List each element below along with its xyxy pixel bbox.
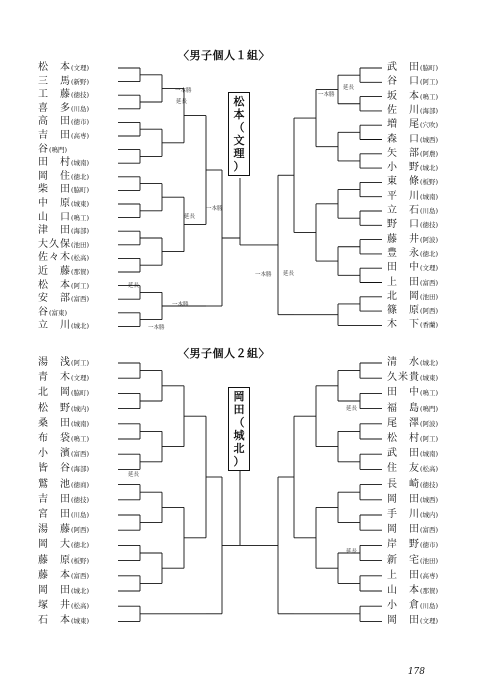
- player-club: (徳市): [71, 118, 90, 127]
- player-name: 石 本: [38, 615, 71, 627]
- group2-title: 〈男子個人２組〉: [178, 347, 270, 360]
- player-name: 立 石: [387, 205, 420, 216]
- player-club: (文理): [71, 64, 90, 72]
- player-name: 田 中: [387, 387, 420, 399]
- player-name: 田 村: [38, 157, 71, 169]
- player-name: 東 條: [387, 176, 420, 188]
- player-club: (徳技): [71, 91, 90, 100]
- player-name: 塚 井: [38, 600, 71, 612]
- player-club: (富西): [420, 278, 439, 287]
- player-club: (那賀): [420, 587, 439, 595]
- extension-note: 延長: [346, 406, 358, 412]
- player-name: 喜 多: [38, 102, 71, 114]
- player-club: (脇町): [71, 186, 90, 195]
- player-club: (城北): [420, 359, 439, 367]
- player-club: (城西): [420, 495, 439, 504]
- group2-champion-char: 北: [233, 442, 245, 455]
- player-name: 坂 本: [387, 90, 420, 102]
- player-club: (池田): [420, 556, 439, 565]
- player-club: (文理): [71, 374, 90, 383]
- player-club: (那賀): [71, 268, 90, 276]
- player-name: 尾 澤: [387, 417, 420, 429]
- player-name: 矢 部: [387, 147, 420, 159]
- player-name: 上 田: [387, 569, 420, 581]
- player-club: (高専): [71, 132, 90, 140]
- player-club: (阿工): [420, 78, 439, 87]
- player-club: (城内): [71, 404, 90, 413]
- player-name: 大久保: [38, 238, 71, 250]
- player-name: 上 田: [387, 276, 420, 288]
- group2-champion-char: ）: [233, 455, 245, 468]
- group2-champion-char: 岡: [233, 390, 245, 403]
- player-club: (阿西): [71, 526, 90, 535]
- player-club: (城南): [420, 450, 439, 459]
- player-name: 松 本: [38, 62, 71, 73]
- player-club: (阿波): [420, 235, 439, 244]
- player-club: (富東): [49, 308, 68, 317]
- player-name: 佐々木: [38, 252, 71, 264]
- player-club: (城南): [420, 192, 439, 201]
- one-win-note: 一本勝: [172, 302, 189, 308]
- group1-champion-char: 理: [233, 147, 245, 160]
- player-name: 柴 田: [38, 184, 71, 196]
- player-club: (富西): [71, 450, 90, 459]
- player-club: (城北): [71, 587, 90, 595]
- group2-champion-char: （: [233, 416, 245, 429]
- player-club: (川島): [71, 511, 90, 519]
- group1-champion-char: 松: [233, 95, 245, 108]
- player-club: (海部): [420, 106, 439, 115]
- player-name: 藤 井: [387, 233, 420, 245]
- player-name: 増 尾: [387, 119, 420, 131]
- player-name: 松 野: [38, 402, 71, 414]
- player-club: (城南): [71, 419, 90, 428]
- player-name: 津 田: [38, 225, 71, 237]
- player-club: (城東): [420, 374, 439, 383]
- player-club: (鳴門): [49, 145, 68, 154]
- player-club: (鳴工): [420, 389, 439, 398]
- player-club: (文理): [420, 617, 439, 626]
- player-club: (城北): [71, 322, 90, 331]
- page-number: 178: [407, 667, 425, 677]
- player-club: (城内): [420, 511, 439, 519]
- player-name: 豊 永: [387, 247, 420, 259]
- player-name: 谷: [38, 306, 49, 318]
- player-name: 小 濱: [38, 448, 71, 460]
- player-club: (徳商): [71, 480, 90, 489]
- player-name: 湯 藤: [38, 524, 71, 536]
- group1-champion-char: 本: [233, 108, 245, 121]
- player-club: (徳市): [420, 541, 439, 550]
- player-name: 谷: [38, 143, 49, 155]
- player-name: 佐 川: [387, 104, 420, 116]
- player-club: (城南): [71, 159, 90, 168]
- player-name: 清 水: [387, 357, 420, 368]
- player-club: (穴吹): [420, 121, 439, 130]
- player-club: (富西): [71, 295, 90, 304]
- player-name: 武 田: [387, 62, 420, 73]
- player-name: 岡 大: [38, 539, 71, 551]
- player-name: 篠 原: [387, 305, 420, 317]
- player-name: 武 田: [387, 448, 420, 460]
- group2-champion-char: 田: [233, 403, 245, 416]
- player-club: (徳北): [420, 249, 439, 258]
- player-club: (板野): [420, 178, 439, 187]
- player-name: 宮 田: [38, 509, 71, 520]
- player-name: 谷 口: [387, 76, 420, 88]
- player-club: (松高): [71, 602, 90, 611]
- player-name: 立 川: [38, 320, 71, 332]
- player-name: 木 下: [387, 319, 420, 331]
- player-club: (川島): [420, 207, 439, 215]
- player-club: (松高): [71, 254, 90, 263]
- player-club: (脇町): [71, 389, 90, 398]
- player-club: (城西): [420, 135, 439, 144]
- player-name: 岡 住: [38, 170, 71, 182]
- player-name: 手 川: [387, 509, 420, 520]
- player-name: 新 宅: [387, 554, 420, 566]
- player-name: 岡 田: [387, 524, 420, 536]
- player-club: (脇町): [420, 64, 439, 72]
- player-club: (城東): [71, 617, 90, 626]
- player-club: (池田): [71, 240, 90, 249]
- player-club: (阿工): [420, 435, 439, 443]
- player-name: 鷲 池: [38, 478, 71, 490]
- player-name: 吉 田: [38, 130, 71, 141]
- player-club: (阿工): [71, 359, 90, 367]
- player-club: (徳技): [420, 221, 439, 230]
- player-name: 三 馬: [38, 75, 71, 87]
- player-name: 長 崎: [387, 478, 420, 490]
- player-club: (海部): [71, 465, 90, 474]
- player-name: 湯 浅: [38, 357, 71, 368]
- player-name: 岡 田: [387, 615, 420, 627]
- extension-note: 延長: [283, 271, 295, 277]
- extension-note: 延長: [346, 549, 358, 555]
- group1-title: 〈男子個人１組〉: [178, 49, 270, 62]
- extension-note: 延長: [343, 85, 355, 91]
- player-club: (高専): [420, 571, 439, 580]
- player-club: (文理): [420, 264, 439, 273]
- player-club: (城東): [71, 200, 90, 208]
- player-name: 住 友: [387, 463, 420, 475]
- player-name: 藤 本: [38, 569, 71, 581]
- player-name: 近 藤: [38, 266, 71, 277]
- player-club: (阿西): [420, 307, 439, 316]
- player-club: (阿波): [420, 419, 439, 428]
- player-name: 桑 田: [38, 417, 71, 429]
- player-name: 山 口: [38, 211, 71, 223]
- player-name: 皆 谷: [38, 463, 71, 475]
- player-name: 青 木: [38, 372, 71, 384]
- player-club: (富西): [420, 526, 439, 535]
- player-club: (徳北): [71, 172, 90, 181]
- player-name: 北 岡: [38, 387, 71, 399]
- player-club: (鳴工): [71, 213, 90, 222]
- one-win-note: 一本勝: [255, 272, 272, 278]
- extension-note: 延長: [128, 283, 140, 289]
- player-name: 中 原: [38, 198, 71, 209]
- player-name: 北 岡: [387, 290, 420, 302]
- group1-champion-char: ）: [233, 160, 245, 173]
- one-win-note: 一本勝: [175, 88, 192, 94]
- player-name: 岸 野: [387, 539, 420, 551]
- player-name: 高 田: [38, 116, 71, 128]
- player-name: 平 川: [387, 190, 420, 202]
- player-name: 松 本: [38, 279, 71, 291]
- player-club: (鳴工): [71, 435, 90, 443]
- player-club: (池田): [420, 292, 439, 301]
- group1-champion-char: （: [233, 121, 245, 134]
- player-club: (城北): [420, 164, 439, 173]
- player-club: (板野): [71, 556, 90, 565]
- player-name: 福 島: [387, 402, 420, 414]
- player-name: 田 中: [387, 262, 420, 274]
- player-club: (徳北): [71, 541, 90, 550]
- extension-note: 延長: [184, 214, 196, 220]
- group1-champion-box: [228, 92, 250, 176]
- one-win-note: 一本勝: [148, 325, 165, 331]
- extension-note: 延長: [176, 99, 188, 105]
- player-name: 久米貴: [387, 372, 420, 384]
- player-name: 森 口: [387, 133, 420, 145]
- player-club: (新野): [71, 77, 90, 86]
- player-name: 松 村: [387, 433, 420, 444]
- player-name: 小 野: [387, 162, 420, 174]
- player-name: 吉 田: [38, 493, 71, 505]
- player-club: (鳴門): [420, 404, 439, 413]
- player-club: (松高): [420, 465, 439, 474]
- player-name: 小 倉: [387, 600, 420, 612]
- player-club: (富西): [71, 571, 90, 580]
- group2-champion-char: 城: [233, 429, 245, 442]
- group2-champion-box: [228, 387, 250, 471]
- player-name: 藤 原: [38, 554, 71, 566]
- player-club: (阿農): [420, 149, 439, 158]
- player-club: (鳴工): [420, 92, 439, 101]
- player-club: (徳技): [420, 480, 439, 489]
- player-club: (徳技): [71, 495, 90, 504]
- player-name: 岡 田: [38, 585, 71, 596]
- player-club: (海部): [71, 227, 90, 236]
- player-name: 布 袋: [38, 433, 71, 444]
- one-win-note: 一本勝: [318, 92, 335, 98]
- one-win-note: 一本勝: [206, 206, 223, 212]
- player-name: 山 本: [387, 585, 420, 596]
- player-name: 野 口: [387, 219, 420, 231]
- player-name: 安 部: [38, 293, 71, 305]
- extension-note: 延長: [128, 472, 140, 478]
- player-name: 岡 田: [387, 493, 420, 505]
- player-club: (香蘭): [420, 321, 439, 330]
- player-club: (阿工): [71, 281, 90, 290]
- player-club: (川島): [71, 104, 90, 113]
- group1-champion-char: 文: [233, 134, 245, 147]
- player-name: 工 藤: [38, 89, 71, 101]
- player-club: (川島): [420, 602, 439, 611]
